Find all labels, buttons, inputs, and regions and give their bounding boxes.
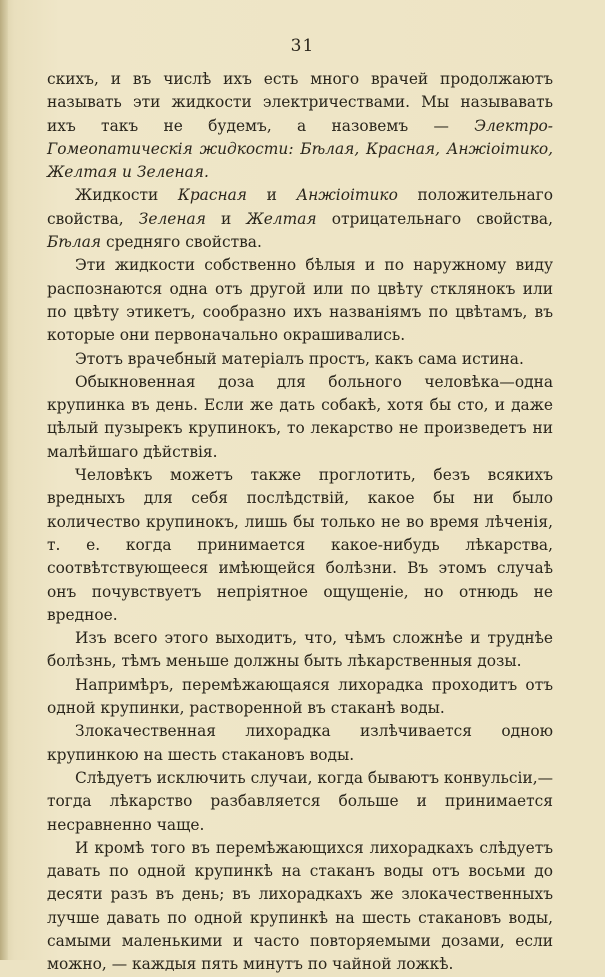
- paragraph-2-part: и: [205, 209, 247, 228]
- paragraph-1: [47, 68, 553, 184]
- page-binding-edge: [0, 0, 8, 960]
- paragraph-2-part: отрицательнаго свойства,: [316, 209, 553, 228]
- paragraph-3: Эти жидкости собственно бѣлыя и по наружному виду распознаются одна отъ другой или по цвѣту стклянокъ или по цвѣту этикетъ, сообразно ихъ названіямъ по цвѣтамъ, въ которые они первоначально окрашивались.: [47, 256, 553, 345]
- paragraph-2-part: положительнаго свойства,: [47, 186, 553, 228]
- paragraph-2-part: и: [246, 186, 297, 205]
- paragraph-11: И кромѣ того въ перемѣжающихся лихорадкахъ слѣдуетъ давать по одной крупинкѣ на стаканъ воды отъ восьми до десяти разъ въ день; въ лихорадкахъ же злокачественныхъ лучше давать по одной крупинкѣ на шесть стакановъ воды, самыми маленькими и часто повторяемыми дозами, если можно, — каждыя пять минутъ по чайной ложкѣ.: [47, 838, 553, 974]
- paragraph-2-italic: Анжіоітико: [296, 186, 398, 205]
- page-body: [47, 68, 553, 977]
- paragraph-6: Человѣкъ можетъ также проглотить, безъ всякихъ вредныхъ для себя послѣдствій, какое бы ни было количество крупинокъ, лишь бы только не во время лѣченія, т. е. когда принимается какое-нибудь лѣкарства, соотвѣтствующееся имѣющейся болѣзни. Въ этомъ случаѣ онъ почувствуетъ непріятное ощущеніе, но отнюдь не вредное.: [47, 466, 553, 624]
- paragraph-2-italic: Желтая: [246, 209, 317, 228]
- paragraph-2-italic: Бѣлая: [47, 233, 102, 252]
- paragraph-2-italic: Зеленая: [138, 209, 206, 228]
- paragraph-2-part: средняго свойства.: [101, 233, 262, 252]
- paragraph-5: Обыкновенная доза для больного человѣка—одна крупинка въ день. Если же дать собакѣ, хотя бы сто, и даже цѣлый пузырекъ крупинокъ, то лекарство не произведетъ ни малѣйшаго дѣйствія.: [47, 372, 553, 461]
- paragraph-4: Этотъ врачебный матеріалъ простъ, какъ сама истина.: [75, 349, 524, 368]
- paragraph-1-italic: Электро-Гомеопатическія жидкости: Бѣлая, Красная, Анжіоітико, Желтая и Зеленая.: [47, 116, 553, 182]
- paragraph-2-italic: Красная: [177, 186, 247, 205]
- page-number: 31: [290, 36, 315, 56]
- paragraph-10: Слѣдуетъ исключить случаи, когда бываютъ конвульсіи,— тогда лѣкарство разбавляется больше и принимается несравненно чаще.: [47, 768, 553, 834]
- paragraph-1-text: скихъ, и въ числѣ ихъ есть много врачей продолжаютъ называть эти жидкости электричествами. Мы называвать ихъ такъ не будемъ, а назовемъ —: [47, 70, 553, 135]
- paragraph-2-part: Жидкости: [75, 186, 178, 205]
- paragraph-8: Напримѣръ, перемѣжающаяся лихорадка проходитъ отъ одной крупинки, растворенной въ стаканѣ воды.: [47, 675, 553, 718]
- paragraph-7: Изъ всего этого выходитъ, что, чѣмъ сложнѣе и труднѣе болѣзнь, тѣмъ меньше должны быть лѣкарственныя дозы.: [47, 629, 553, 671]
- paragraph-2: [47, 184, 553, 254]
- paragraph-9: Злокачественная лихорадка излѣчивается одною крупинкою на шесть стакановъ воды.: [47, 722, 553, 764]
